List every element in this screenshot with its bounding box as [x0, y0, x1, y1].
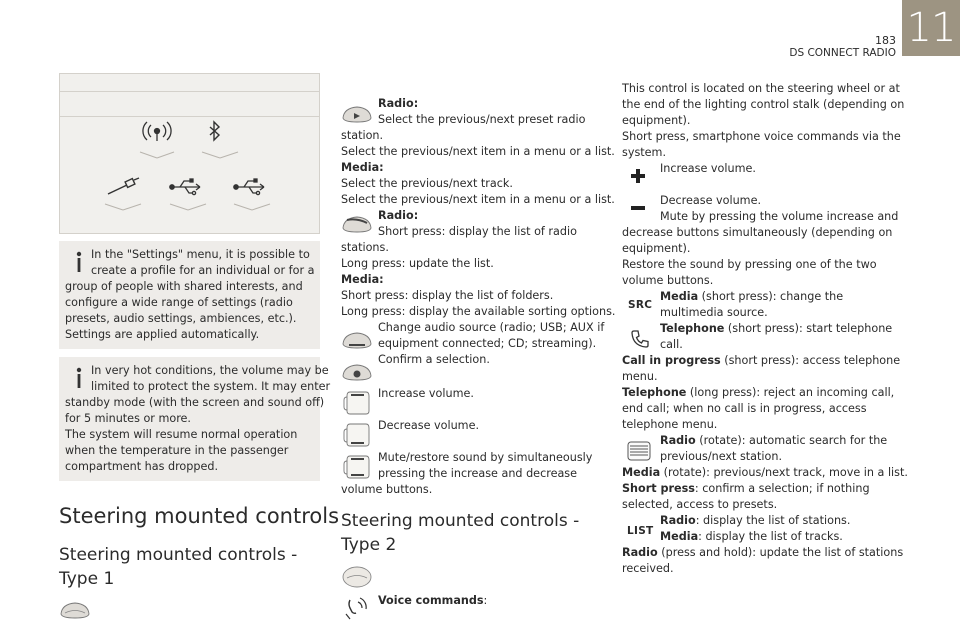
bold-term: Radio [660, 514, 696, 527]
text-line [622, 513, 902, 529]
text-line: stations. [341, 241, 389, 254]
steering-control-icon [340, 330, 374, 350]
info-text-line: group of people with shared interests, and [65, 280, 303, 293]
text-fragment: (press and hold): update the list of stations [657, 546, 904, 559]
voice-commands-label: Voice commands [378, 594, 484, 607]
text-line: equipment). [622, 114, 691, 127]
text-line: Short press, smartphone voice commands via the [622, 130, 901, 143]
heading-line: Steering mounted controls - [59, 545, 298, 565]
text-line: telephone menu. [622, 418, 718, 431]
text-line: Long press: update the list. [341, 257, 494, 270]
text-fragment: (long press): reject an incoming call, [686, 386, 895, 399]
bold-term: Telephone [660, 322, 725, 335]
info-text-line: create a profile for an individual or for a [91, 264, 315, 277]
text-line: Change audio source (radio; USB; AUX if [378, 321, 605, 334]
info-text-line: presets, audio settings, ambiences, etc.). [65, 312, 297, 325]
src-icon: SRC [628, 299, 653, 311]
usb-icon [234, 179, 264, 195]
info-box-hot-conditions [59, 357, 331, 481]
heading-line: Type 2 [341, 535, 397, 555]
section-heading-type1 [59, 543, 297, 591]
heading-line: Steering mounted controls - [341, 511, 580, 531]
figure-illustration [60, 74, 319, 233]
text-fragment: : display the list of stations. [695, 514, 851, 527]
text-line: Short press: display the list of radio [378, 225, 577, 238]
text-line [622, 321, 902, 337]
text-line: volume buttons. [622, 274, 714, 287]
info-text-line: for 5 minutes or more. [65, 412, 191, 425]
text-line: Short press: display the list of folders. [341, 289, 554, 302]
text-line: previous/next station. [660, 450, 782, 463]
bold-term: Call in progress [622, 354, 721, 367]
voice-commands-text [378, 593, 487, 609]
text-fragment: : [483, 594, 488, 607]
text-line: Confirm a selection. [378, 353, 490, 366]
bold-term: Media [622, 466, 661, 479]
column-type1-descriptions [341, 96, 616, 368]
section-heading-type2 [341, 509, 579, 557]
column-type2-descriptions [622, 81, 908, 577]
text-line: station. [341, 129, 384, 142]
steering-control-icon [340, 214, 374, 234]
plus-icon [630, 168, 646, 184]
info-text-line: compartment has dropped. [65, 460, 219, 473]
info-text-line: when the temperature in the passenger [65, 444, 289, 457]
info-text-line: limited to protect the system. It may enter [91, 380, 331, 393]
text-line: system. [622, 146, 667, 159]
text-line: Mute by pressing the volume increase and [660, 210, 899, 223]
text-line: Select the previous/next track. [341, 177, 513, 190]
steering-control-icon [342, 453, 372, 481]
bold-term: Radio [622, 546, 658, 559]
info-text-line: Settings are applied automatically. [65, 328, 260, 341]
text-line: call. [660, 338, 683, 351]
steering-control-icon [340, 104, 374, 124]
text-line: Decrease volume. [378, 419, 480, 432]
text-line: Decrease volume. [660, 194, 762, 207]
bold-term: Telephone [622, 386, 687, 399]
steering-control-icon [58, 600, 92, 620]
text-line: selected, access to presets. [622, 498, 778, 511]
text-line: received. [622, 562, 674, 575]
text-line [622, 289, 902, 305]
media-label: Media: [341, 161, 384, 174]
text-line: Long press: display the available sorting options. [341, 305, 616, 318]
text-line: the end of the lighting control stalk (depending on [622, 98, 905, 111]
chapter-number-badge: 11 [902, 0, 960, 56]
rotary-wheel-icon [626, 440, 652, 462]
media-label: Media: [341, 273, 384, 286]
text-line: Increase volume. [660, 162, 756, 175]
voice-command-icon [342, 594, 370, 622]
text-fragment: (short press): change the [698, 290, 844, 303]
text-line [622, 481, 902, 497]
text-line: Mute/restore sound by simultaneously [378, 451, 593, 464]
text-fragment: (rotate): automatic search for the [695, 434, 888, 447]
usb-icon [170, 179, 200, 195]
text-line: decrease buttons simultaneously (depending on [622, 226, 893, 239]
info-text-line: The system will resume normal operation [65, 428, 298, 441]
text-fragment: : confirm a selection; if nothing [694, 482, 870, 495]
text-line: equipment connected; CD; streaming). [378, 337, 597, 350]
text-line: pressing the increase and decrease [378, 467, 578, 480]
text-line: This control is located on the steering wheel or at [622, 82, 900, 95]
bold-term: Short press [622, 482, 695, 495]
text-line [622, 353, 902, 369]
steering-control-icon [340, 362, 374, 382]
text-line: Restore the sound by pressing one of the two [622, 258, 877, 271]
steering-control-icon [342, 421, 372, 449]
info-text-line: In the "Settings" menu, it is possible to [91, 248, 310, 261]
info-box-settings [59, 241, 320, 349]
wireless-signal-icon [143, 122, 171, 141]
chapter-title: DS CONNECT RADIO [789, 47, 896, 59]
section-heading-steering: Steering mounted controls [59, 504, 340, 528]
steering-control-icon [340, 565, 374, 589]
info-text-line: standby mode (with the screen and sound off) [65, 396, 325, 409]
minus-icon [630, 204, 646, 212]
text-line: Select the previous/next preset radio [378, 113, 586, 126]
text-fragment: : display the list of tracks. [698, 530, 843, 543]
text-line [622, 529, 902, 545]
info-icon [72, 251, 86, 273]
phone-icon [629, 328, 651, 350]
text-fragment: (short press): access telephone [720, 354, 901, 367]
text-line: end call; when no call is in progress, access [622, 402, 867, 415]
text-line: menu. [622, 370, 658, 383]
bold-term: Radio [660, 434, 696, 447]
info-text-line: configure a wide range of settings (radio [65, 296, 293, 309]
mute-text [341, 450, 592, 498]
text-line: volume buttons. [341, 483, 433, 496]
text-line: multimedia source. [660, 306, 768, 319]
heading-line: Type 1 [59, 569, 115, 589]
text-line [622, 433, 902, 449]
text-line: equipment). [622, 242, 691, 255]
steering-control-icon [342, 389, 372, 417]
text-line [622, 385, 902, 401]
bold-term: Media [660, 530, 699, 543]
text-fragment: (short press): start telephone [724, 322, 893, 335]
text-line [622, 545, 902, 561]
bold-term: Media [660, 290, 699, 303]
connectivity-figure [59, 73, 320, 234]
bluetooth-icon [210, 122, 219, 140]
info-icon [72, 367, 86, 389]
text-line [622, 465, 908, 481]
text-line: Increase volume. [378, 387, 474, 400]
text-fragment: (rotate): previous/next track, move in a list. [660, 466, 908, 479]
info-text-line: In very hot conditions, the volume may be [91, 364, 329, 377]
text-line: Select the previous/next item in a menu or a list. [341, 145, 615, 158]
aux-jack-icon [108, 178, 139, 194]
text-line: Select the previous/next item in a menu or a list. [341, 193, 615, 206]
page-number: 183 [875, 34, 896, 47]
radio-label: Radio: [378, 209, 419, 222]
radio-label: Radio: [378, 97, 419, 110]
list-icon: LIST [627, 525, 654, 537]
